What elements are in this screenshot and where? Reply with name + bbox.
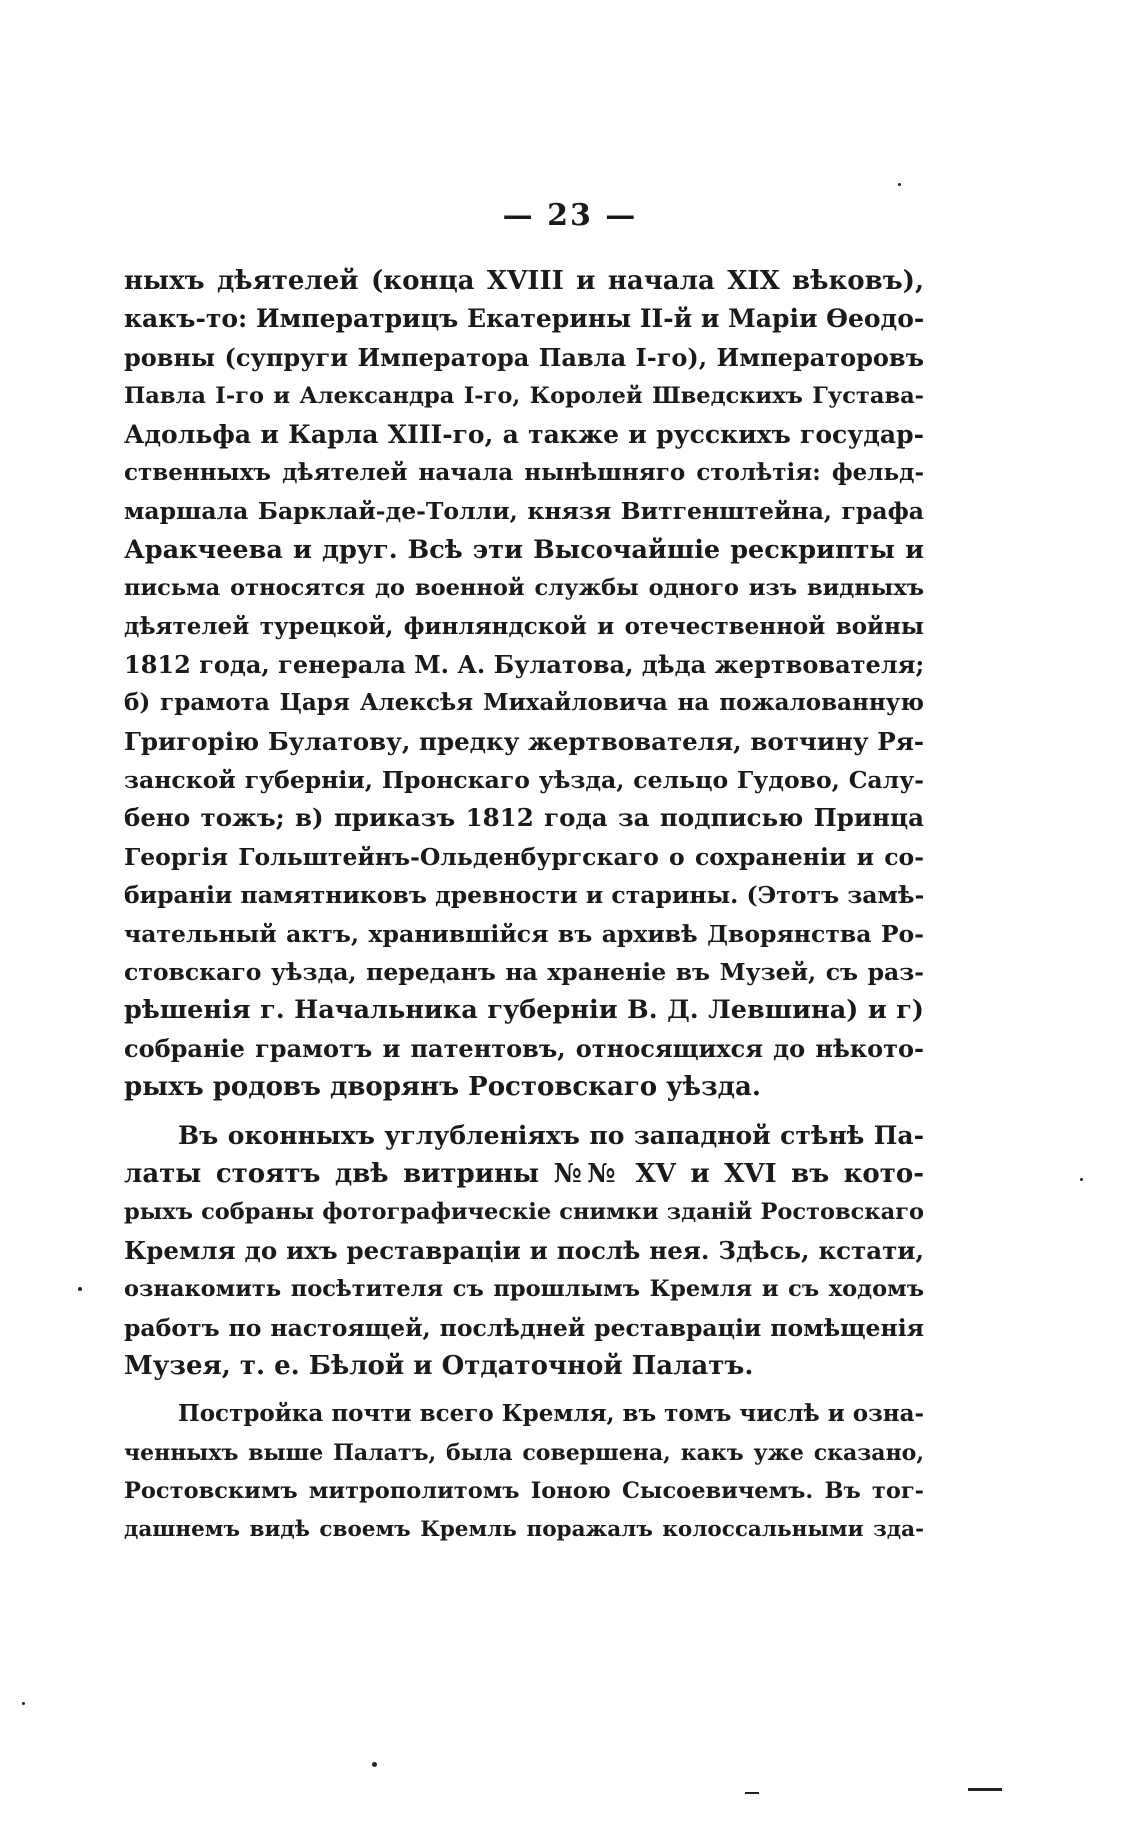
text-line: ственныхъ дѣятелей начала нынѣшняго столѣтія: фельд-: [124, 458, 924, 486]
text-line: какъ-то: Императрицъ Екатерины II-й и Маріи Өеодо-: [124, 304, 925, 334]
text-line: Ростовскимъ митрополитомъ Іоною Сысоевичемъ. Въ тог-: [124, 1478, 924, 1505]
scan-speck: [898, 183, 901, 186]
page-number: — 23 —: [502, 198, 638, 233]
paragraph-1: [124, 262, 924, 1107]
text-line: Кремля до ихъ реставраціи и послѣ нея. Здѣсь, кстати,: [124, 1235, 924, 1265]
paragraph-2: [124, 1117, 924, 1386]
text-line: бено тожъ; в) приказъ 1812 года за подписью Принца: [124, 803, 924, 833]
text-line: работъ по настоящей, послѣдней реставраціи помѣщенія: [124, 1313, 924, 1342]
text-line: стовскаго уѣзда, переданъ на храненіе въ Музей, съ раз-: [124, 958, 924, 987]
text-line: дѣятелей турецкой, финляндской и отечественной войны: [124, 612, 924, 640]
text-line: занской губерніи, Пронскаго уѣзда, сельцо Гудово, Салу-: [124, 766, 924, 795]
scan-speck: [22, 1702, 25, 1705]
text-line: чательный актъ, хранившійся въ архивѣ Дворянства Ро-: [124, 919, 924, 948]
paragraph-3: [124, 1395, 924, 1549]
text-line: письма относятся до военной службы одного изъ видныхъ: [124, 575, 924, 602]
text-line: латы стоятъ двѣ витрины №№ XV и XVI въ кото-: [124, 1158, 924, 1189]
text-line: б) грамота Царя Алексѣя Михайловича на пожалованную: [124, 689, 924, 717]
body-text: [124, 262, 924, 1549]
text-line: собраніе грамотъ и патентовъ, относящихся до нѣкото-: [124, 1033, 924, 1063]
text-line: ознакомить посѣтителя съ прошлымъ Кремля и съ ходомъ: [124, 1276, 924, 1303]
paragraph-gap: [124, 1385, 924, 1395]
text-line: Въ оконныхъ углубленіяхъ по западной стѣнѣ Па-: [178, 1120, 924, 1150]
text-line: Музея, т. е. Бѣлой и Отдаточной Палатъ.: [124, 1350, 754, 1381]
text-line: бираніи памятниковъ древности и старины. (Этотъ замѣ-: [124, 881, 925, 910]
text-line: маршала Барклай-де-Толли, князя Витгенштейна, графа: [124, 497, 924, 526]
text-line: рыхъ родовъ дворянъ Ростовскаго уѣзда.: [124, 1072, 761, 1103]
scan-speck: [372, 1762, 377, 1767]
text-line: 1812 года, генерала М. А. Булатова, дѣда жертвователя;: [124, 649, 925, 679]
text-line: ныхъ дѣятелей (конца XVIII и начала XIX вѣковъ),: [124, 266, 924, 296]
text-line: Георгія Гольштейнъ-Ольденбургскаго о сохраненіи и со-: [124, 842, 924, 871]
paragraph-gap: [124, 1107, 924, 1117]
text-line: рѣшенія г. Начальника губерніи В. Д. Левшина) и г): [124, 995, 924, 1026]
scan-mark: [968, 1788, 1002, 1791]
text-line: ровны (супруги Императора Павла I-го), Императоровъ: [124, 342, 924, 372]
text-line: дашнемъ видѣ своемъ Кремль поражалъ колоссальными зда-: [124, 1516, 924, 1542]
text-line: Постройка почти всего Кремля, въ томъ числѣ и озна-: [178, 1400, 925, 1428]
scan-speck: [78, 1287, 82, 1291]
text-line: Павла I-го и Александра I-го, Королей Шведскихъ Густава-: [124, 383, 924, 410]
text-line: Адольфа и Карла XIII-го, а также и русскихъ государ-: [124, 419, 924, 449]
text-line: рыхъ собраны фотографическіе снимки зданій Ростовскаго: [124, 1199, 924, 1226]
scan-speck: [1080, 1178, 1083, 1181]
text-line: Аракчеева и друг. Всѣ эти Высочайшіе рескрипты и: [124, 534, 924, 565]
text-line: Григорію Булатову, предку жертвователя, вотчину Ря-: [124, 726, 924, 756]
scan-mark: [745, 1792, 759, 1794]
text-line: ченныхъ выше Палатъ, была совершена, какъ уже сказано,: [124, 1439, 924, 1466]
